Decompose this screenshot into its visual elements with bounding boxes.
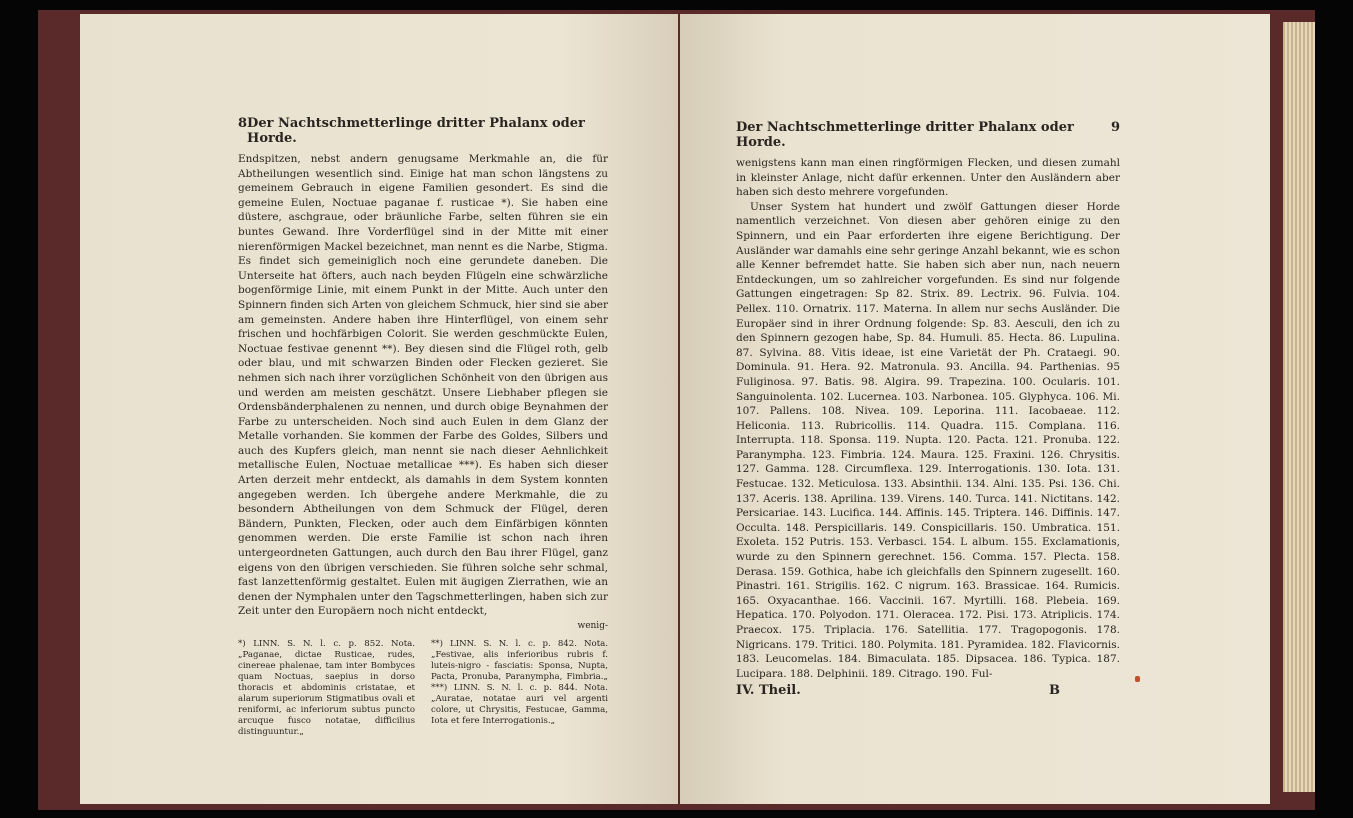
left-body [238,152,608,619]
right-paragraph-1: wenigstens kann man einen ringförmigen Flecken, und diesen zumahl in kleinster Anlage, nicht dafür erkennen. Unter den Ausländern aber haben sich desto mehrere vorgefunden. [736,157,1120,199]
right-running-head [736,120,1120,150]
left-footnotes [238,639,608,738]
left-page [80,14,678,804]
signature-letter: B [1049,683,1060,699]
right-signature [736,683,1120,698]
right-body [736,156,1120,681]
footnote-one: *) LINN. S. N. l. c. p. 852. Nota. „Paganae, dictae Rusticae, rudes, cinereae phalenae, tam inter Bombyces quam Noctuas, saepius in dorso thoracis et abdominis cristatae, et alarum superiorum Stigmatibus ovali et reniformi, ac inferiorum subtus puncto arcuque fusco notatae, difficilius distinguuntur.„ [238,639,415,737]
page-edges [1283,22,1315,792]
right-paragraph-2: Unser System hat hundert und zwölf Gattungen dieser Horde namentlich verzeichnet. Von diesen aber gehören einige zu den Spinnern, und ein Paar erforderten ihre eigene Berichtigung. Der Ausländer war damahls eine sehr geringe Anzahl bekannt, wie es schon alle Kenner befremdet hatte. Sie haben sich aber nun, nach neuern Entdeckungen, um so zahlreicher vorgefunden. Es sind nur folgende Gattungen eingetragen: Sp 82. Strix. 89. Lectrix. 96. Fulvia. 104. Pellex. 110. Ornatrix. 117. Materna. In allem nur sechs Ausländer. Die Europäer sind in ihrer Ordnung folgende: Sp. 83. Aesculi, den ich zu den Spinnern gezogen habe, Sp. 84. Humuli. 85. Hecta. 86. Lupulina. 87. Sylvina. 88. Vitis ideae, ist eine Varietät der Ph. Crataegi. 90. Dominula. 91. Hera. 92. Matronula. 93. Ancilla. 94. Parthenias. 95 Fuliginosa. 97. Batis. 98. Algira. 99. Trapezina. 100. Ocularis. 101. Sanguinolenta. 102. Lucernea. 103. Narbonea. 105. Glyphyca. 106. Mi. 107. Pallens. 108. Nivea. 109. Leporina. 111. Iacobaeae. 112. Heliconia. 113. Rubricollis. 114. Quadra. 115. Complana. 116. Interrupta. 118. Sponsa. 119. Nupta. 120. Pacta. 121. Pronuba. 122. Paranympha. 123. Fimbria. 124. Maura. 125. Fraxini. 126. Chrysitis. 127. Gamma. 128. Circumflexa. 129. Interrogationis. 130. Iota. 131. Festucae. 132. Meticulosa. 133. Absinthii. 134. Alni. 135. Psi. 136. Chi. 137. Aceris. 138. Aprilina. 139. Virens. 140. Turca. 141. Nictitans. 142. Persicariae. 143. Lucifica. 144. Affinis. 145. Triptera. 146. Diffinis. 147. Occulta. 148. Perspicillaris. 149. Conspicillaris. 150. Umbratica. 151. Exoleta. 152 Putris. 153. Verbasci. 154. L album. 155. Exclamationis, wurde zu den Spinnern gerechnet. 156. Comma. 157. Plecta. 158. Derasa. 159. Gothica, habe ich gleichfalls den Spinnern zugesellt. 160. Pinastri. 161. Strigilis. 162. C nigrum. 163. Brassicae. 164. Rumicis. 165. Oxyacanthae. 166. Vaccinii. 167. Myrtilli. 168. Plebeia. 169. Hepatica. 170. Polyodon. 171. Oleracea. 172. Pisi. 173. Atriplicis. 174. Praecox. 175. Triplacia. 176. Satellitia. 177. Tragopogonis. 178. Nigricans. 179. Tritici. 180. Polymita. 181. Pyramidea. 182. Flavicornis. 183. Leucomelas. 184. Bimaculata. 185. Dipsacea. 186. Typica. 187. Lucipara. 188. Delphinii. 189. Citrago. 190. Ful- [736,200,1120,680]
right-head-title: Der Nachtschmetterlinge dritter Phalanx oder Horde. [736,120,1074,150]
left-running-head [238,116,608,146]
footnote-two: **) LINN. S. N. l. c. p. 842. Nota. „Festivae, alis inferioribus rubris f. luteis-nigro - fasciatis: Sponsa, Nupta, Pacta, Pronuba, Paranympha, Fimbria.„ ***) LINN. S. N. l. c. p. 844. Nota. „Auratae, notatae auri vel argenti colore, ut Chrysitis, Festucae, Gamma, Iota et fere Interrogationis.„ [431,639,608,726]
left-paragraph: Endspitzen, nebst andern genugsame Merkmahle an, die für Abtheilungen wesentlich sind. Einige hat man schon längstens zu gemeinem Gebrauch in eigene Familien gesondert. Es sind die gemeine Eulen, Noctuae paganae f. rusticae *). Sie haben eine düstere, aschgraue, oder bräunliche Farbe, selten führen sie ein buntes Gewand. Ihre Vorderflügel sind in der Mitte mit einer nierenförmigen Mackel bezeichnet, man nennt es die Narbe, Stigma. Es findet sich gemeiniglich noch eine gerundete daneben. Die Unterseite hat öfters, auch nach beyden Flügeln eine schwärzliche bogenförmige Linie, mit einem Punkt in der Mitte. Auch unter den Spinnern finden sich Arten von gleichem Schmuck, hier sind sie aber am gemeinsten. Andere haben ihre Hinterflügel, von einem sehr frischen und hochfärbigen Colorit. Sie werden geschmückte Eulen, Noctuae festivae genennt **). Bey diesen sind die Flügel roth, gelb oder blau, und mit schwarzen Binden oder Flecken gezieret. Sie nehmen sich nach ihrer vorzüglichen Schönheit von den übrigen aus und werden am meisten geschätzt. Unsere Liebhaber pflegen sie Ordensbänderphalenen zu nennen, und durch obige Beynahmen der Farbe zu unterscheiden. Noch sind auch Eulen in dem Glanz der Metalle vorhanden. Sie kommen der Farbe des Goldes, Silbers und auch des Kupfers gleich, man nennt sie nach dieser Aehnlichkeit metallische Eulen, Noctuae metallicae ***). Es haben sich dieser Arten derzeit mehr entdeckt, als damahls in dem System konnten angegeben werden. Ich übergehe andere Merkmahle, die zu besondern Abtheilungen von dem Schmuck der Flügel, deren Bändern, Punkten, Flecken, oder auch dem Einfärbigen könnten genommen werden. Die erste Familie ist schon nach ihren untergeordneten Gattungen, auch durch den Bau ihrer Flügel, ganz eigens von den übrigen verschieden. Sie führen solche sehr schmal, fast lanzettenförmig gestaltet. Eulen mit äugigen Zierrathen, wie an denen der Nymphalen unter den Tagschmetterlingen, haben sich zur Zeit unter den Europäern noch nicht entdeckt, [238,153,608,618]
right-page [680,14,1270,804]
red-spot [1135,676,1140,682]
right-page-number: 9 [1110,120,1120,135]
left-page-number: 8 [238,116,248,131]
left-catchword: wenig- [577,621,608,631]
signature-volume: IV. Theil. [736,683,801,699]
left-head-title: Der Nachtschmetterlinge dritter Phalanx oder Horde. [247,116,585,146]
